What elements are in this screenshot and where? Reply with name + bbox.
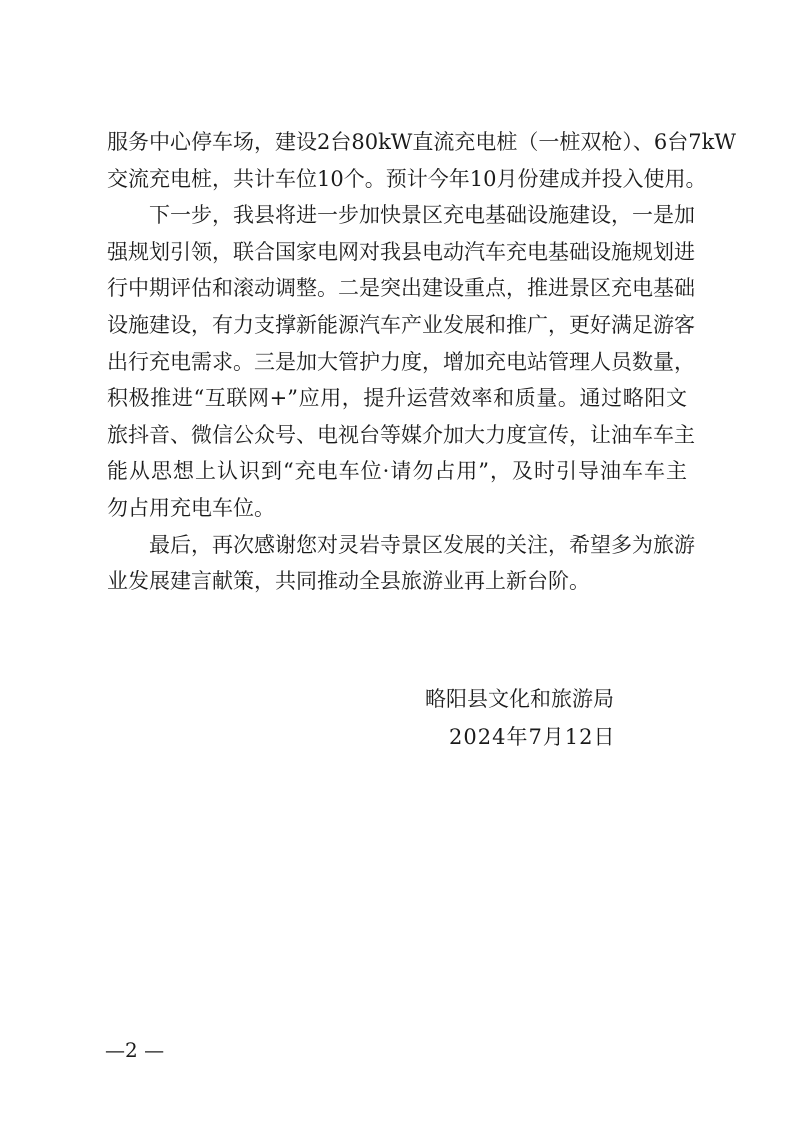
document-body	[107, 124, 736, 600]
text-line: 下一步，我县将进一步加快景区充电基础设施建设，一是加	[149, 203, 695, 228]
text-line: 服务中心停车场，建设2台80kW直流充电桩（一桩双枪）、6台7kW	[107, 130, 736, 154]
text-line: 积极推进“互联网+”应用，提升运营效率和质量。通过略阳文	[107, 386, 687, 411]
text-line: 交流充电桩，共计车位10个。预计今年10月份建成并投入使用。	[107, 166, 707, 191]
paragraph-2	[107, 197, 695, 526]
text-line: 能从思想上认识到“充电车位·请勿占用”，及时引导油车车主	[107, 459, 687, 484]
text-line: 行中期评估和滚动调整。二是突出建设重点，推进景区充电基础	[107, 276, 695, 301]
text-line: 最后，再次感谢您对灵岩寺景区发展的关注，希望多为旅游	[149, 532, 695, 557]
text-line: 旅抖音、微信公众号、电视台等媒介加大力度宣传，让油车车主	[107, 422, 695, 447]
text-line: 业发展建言献策，共同推动全县旅游业再上新台阶。	[107, 569, 590, 594]
signature-organization: 略阳县文化和旅游局	[425, 687, 614, 711]
paragraph-1	[107, 124, 736, 197]
page-number: —2 —	[105, 1038, 165, 1062]
text-line: 强规划引领，联合国家电网对我县电动汽车充电基础设施规划进	[107, 239, 695, 264]
signature-block	[425, 680, 616, 756]
text-line: 出行充电需求。三是加大管护力度，增加充电站管理人员数量，	[107, 349, 695, 374]
signature-date: 2024年7月12日	[449, 725, 616, 749]
paragraph-3	[107, 527, 695, 600]
text-line: 勿占用充电车位。	[107, 495, 275, 520]
text-line: 设施建设，有力支撑新能源汽车产业发展和推广，更好满足游客	[107, 312, 695, 337]
